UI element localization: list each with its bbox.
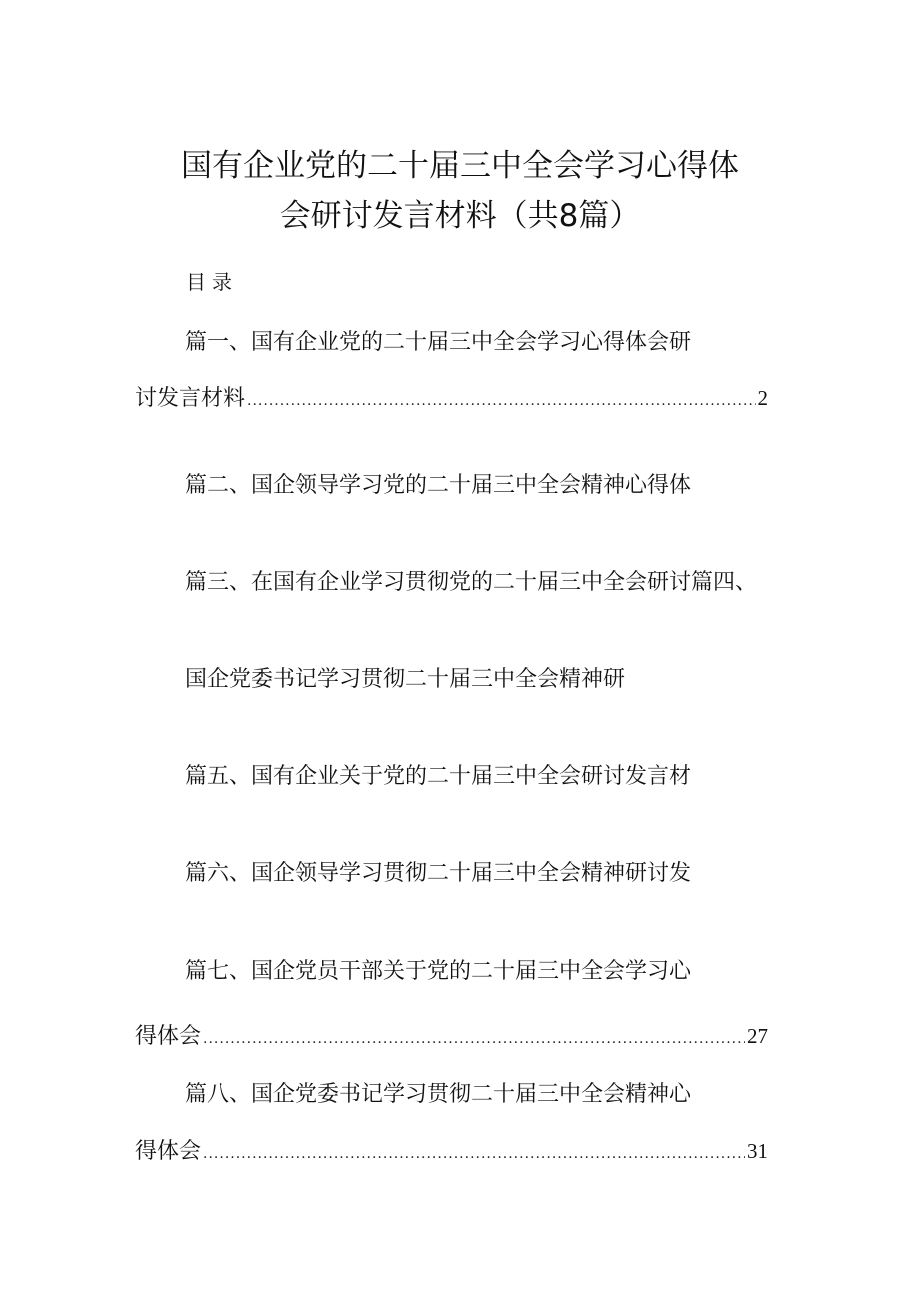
toc-item-6-title[interactable]: 篇六、国企领导学习贯彻二十届三中全会精神研讨发 <box>185 861 692 886</box>
toc-item-8-title-cont: 得体会 <box>135 1139 202 1164</box>
toc-item-1-entry[interactable] <box>135 381 768 412</box>
document-title-line-2: 会研讨发言材料（共8篇） <box>279 198 641 234</box>
toc-heading: 目录 <box>186 270 238 294</box>
toc-item-7-page: 27 <box>747 1024 768 1048</box>
toc-item-2-title[interactable]: 篇二、国企领导学习党的二十届三中全会精神心得体 <box>185 473 692 498</box>
toc-item-4-title[interactable]: 国企党委书记学习贯彻二十届三中全会精神研 <box>185 667 626 692</box>
toc-item-7-title-cont: 得体会 <box>135 1024 202 1049</box>
dot-leader <box>247 393 755 409</box>
dot-leader <box>203 1031 745 1047</box>
toc-item-3-title[interactable]: 篇三、在国有企业学习贯彻党的二十届三中全会研讨篇四、 <box>185 570 758 595</box>
toc-item-5-title[interactable]: 篇五、国有企业关于党的二十届三中全会研讨发言材 <box>185 764 692 789</box>
toc-item-8-page: 31 <box>747 1139 768 1163</box>
dot-leader <box>203 1146 745 1162</box>
toc-item-7-entry[interactable] <box>135 1019 768 1050</box>
document-title-line-1: 国有企业党的二十届三中全会学习心得体 <box>181 148 739 184</box>
toc-item-8-entry[interactable] <box>135 1134 768 1165</box>
toc-item-1-page: 2 <box>757 386 768 410</box>
toc-item-1-title[interactable]: 篇一、国有企业党的二十届三中全会学习心得体会研 <box>185 330 692 355</box>
toc-item-8-title[interactable]: 篇八、国企党委书记学习贯彻二十届三中全会精神心 <box>185 1082 692 1107</box>
toc-item-7-title[interactable]: 篇七、国企党员干部关于党的二十届三中全会学习心 <box>185 959 692 984</box>
toc-item-1-title-cont: 讨发言材料 <box>135 386 246 411</box>
